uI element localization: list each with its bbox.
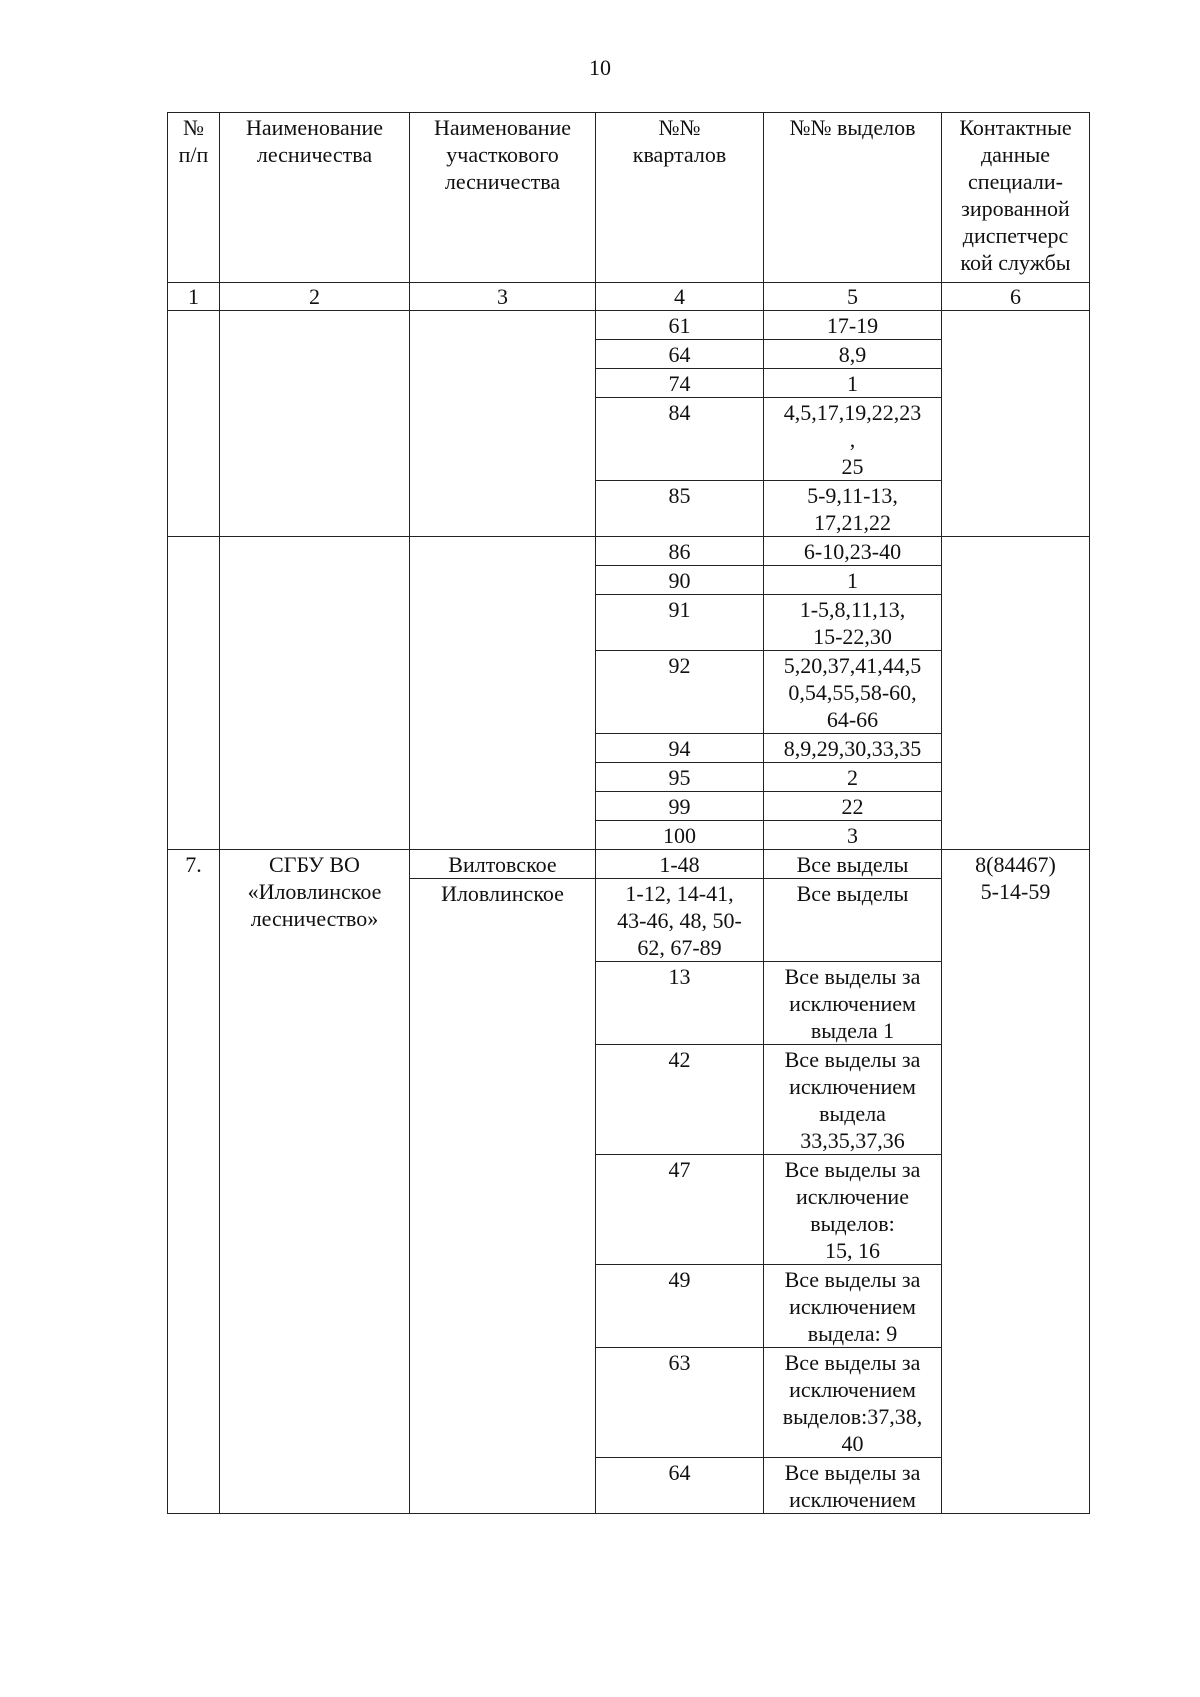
vydely-cell: 5-9,11-13, 17,21,22	[764, 481, 942, 537]
table-row	[168, 537, 1090, 566]
header-number: № п/п	[168, 113, 220, 283]
vydely-cell: 8,9	[764, 340, 942, 369]
column-number: 2	[220, 283, 410, 311]
vydely-cell: 1	[764, 369, 942, 398]
forestry-name: СГБУ ВО «Иловлинское лесничество»	[220, 850, 410, 1514]
vydely-cell: 5,20,37,41,44,5 0,54,55,58-60, 64-66	[764, 651, 942, 734]
vydely-cell: Все выделы за исключением выделов:37,38, 40	[764, 1348, 942, 1458]
entry-number: 7.	[168, 850, 220, 1514]
vydely-cell: Все выделы за исключением выдела: 9	[764, 1265, 942, 1348]
kvartal-cell: 91	[596, 595, 764, 651]
empty-contact-cell	[942, 537, 1090, 850]
kvartal-cell: 100	[596, 821, 764, 850]
vydely-cell: Все выделы за исключение выделов: 15, 16	[764, 1155, 942, 1265]
kvartal-cell: 63	[596, 1348, 764, 1458]
empty-number-cell	[168, 537, 220, 850]
kvartal-cell: 92	[596, 651, 764, 734]
vydely-cell: Все выделы за исключением выдела 33,35,37,36	[764, 1045, 942, 1155]
district-name: Вилтовское	[410, 850, 596, 879]
header-forestry: Наименование лесничества	[220, 113, 410, 283]
empty-forestry-cell	[220, 537, 410, 850]
vydely-cell: 22	[764, 792, 942, 821]
contact-phone: 8(84467) 5-14-59	[942, 850, 1090, 1514]
vydely-cell: 8,9,29,30,33,35	[764, 734, 942, 763]
vydely-cell: 3	[764, 821, 942, 850]
vydely-cell: Все выделы за исключением	[764, 1458, 942, 1514]
empty-district-cell	[410, 537, 596, 850]
vydely-cell: 1	[764, 566, 942, 595]
kvartal-cell: 61	[596, 311, 764, 340]
vydely-cell: Все выделы	[764, 879, 942, 962]
kvartal-cell: 86	[596, 537, 764, 566]
column-number: 6	[942, 283, 1090, 311]
vydely-cell: 2	[764, 763, 942, 792]
district-name: Иловлинское	[410, 879, 596, 1514]
kvartal-cell: 47	[596, 1155, 764, 1265]
kvartal-cell: 74	[596, 369, 764, 398]
forestry-table	[167, 112, 1090, 1514]
vydely-cell: Все выделы за исключением выдела 1	[764, 962, 942, 1045]
table-row	[168, 850, 1090, 879]
vydely-cell: 6-10,23-40	[764, 537, 942, 566]
kvartal-cell: 1-12, 14-41, 43-46, 48, 50- 62, 67-89	[596, 879, 764, 962]
header-district: Наименование участкового лесничества	[410, 113, 596, 283]
group-a-body	[168, 311, 1090, 537]
group-b-body	[168, 537, 1090, 850]
entry-7-body	[168, 850, 1090, 1514]
kvartal-cell: 64	[596, 1458, 764, 1514]
vydely-cell: 17-19	[764, 311, 942, 340]
empty-number-cell	[168, 311, 220, 537]
header-vydely: №№ выделов	[764, 113, 942, 283]
kvartal-cell: 84	[596, 398, 764, 481]
column-number: 1	[168, 283, 220, 311]
vydely-cell: 4,5,17,19,22,23 , 25	[764, 398, 942, 481]
header-kvartal: №№ кварталов	[596, 113, 764, 283]
kvartal-cell: 13	[596, 962, 764, 1045]
kvartal-cell: 99	[596, 792, 764, 821]
kvartal-cell: 85	[596, 481, 764, 537]
header-contact: Контактные данные специали- зированной диспетчерс кой службы	[942, 113, 1090, 283]
kvartal-cell: 64	[596, 340, 764, 369]
column-number: 3	[410, 283, 596, 311]
vydely-cell: Все выделы	[764, 850, 942, 879]
kvartal-cell: 90	[596, 566, 764, 595]
vydely-cell: 1-5,8,11,13, 15-22,30	[764, 595, 942, 651]
kvartal-cell: 49	[596, 1265, 764, 1348]
empty-forestry-cell	[220, 311, 410, 537]
header-row	[168, 113, 1090, 283]
empty-district-cell	[410, 311, 596, 537]
empty-contact-cell	[942, 311, 1090, 537]
kvartal-cell: 94	[596, 734, 764, 763]
kvartal-cell: 42	[596, 1045, 764, 1155]
kvartal-cell: 95	[596, 763, 764, 792]
column-number: 4	[596, 283, 764, 311]
table-row	[168, 311, 1090, 340]
column-number-row	[168, 283, 1090, 311]
column-number: 5	[764, 283, 942, 311]
page-number: 10	[589, 55, 611, 80]
kvartal-cell: 1-48	[596, 850, 764, 879]
